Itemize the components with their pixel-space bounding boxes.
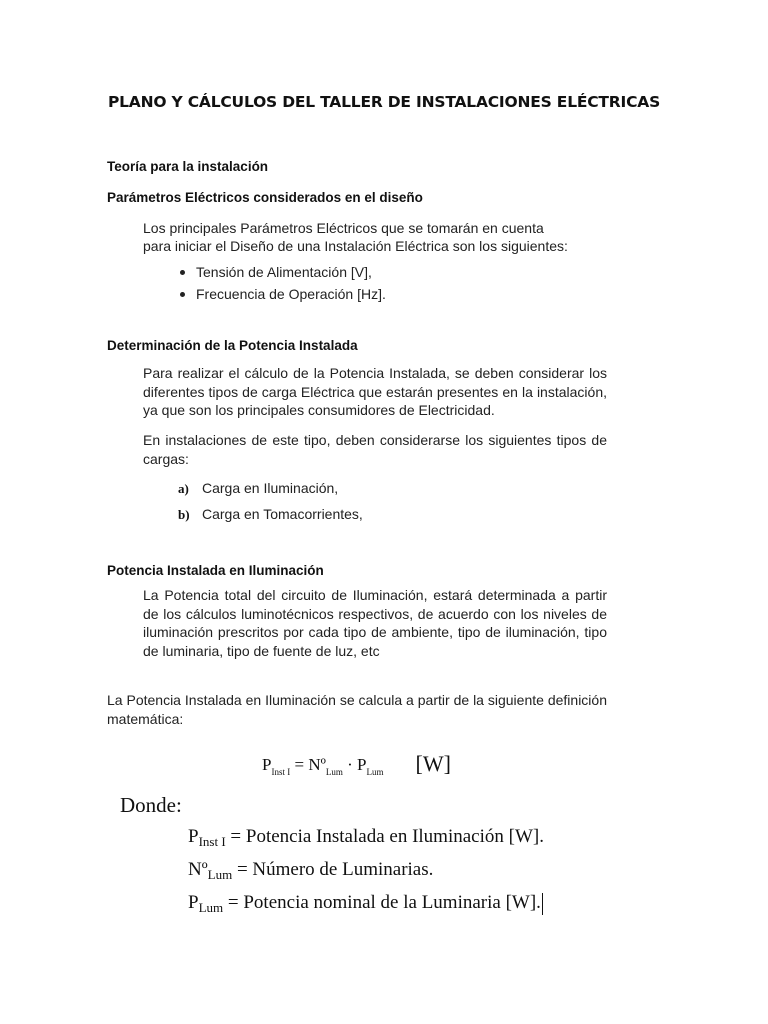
formula-equals: =: [290, 755, 309, 774]
paragraph-iluminacion-2: La Potencia Instalada en Iluminación se calcula a partir de la siguiente definición matemática:: [107, 692, 607, 727]
paragraph-potencia-2: En instalaciones de este tipo, deben considerarse los siguientes tipos de cargas:: [143, 432, 607, 467]
definition-row: [188, 892, 543, 915]
bullet-item: [196, 286, 386, 302]
list-label-a: a): [178, 481, 189, 496]
formula-p: P: [262, 755, 272, 774]
definition-subscript: Lum: [198, 900, 224, 915]
definition-row: [188, 859, 433, 881]
definition-subscript: Lum: [207, 867, 233, 882]
heading-iluminacion: Potencia Instalada en Iluminación: [107, 563, 324, 578]
bullet-item: [196, 264, 372, 280]
heading-parametros: Parámetros Eléctricos considerados en el diseño: [107, 190, 423, 205]
definition-symbol: P: [188, 892, 199, 913]
formula-dot: ·: [342, 755, 358, 774]
definition-text: = Número de Luminarias.: [232, 859, 434, 880]
definition-text: = Potencia Instalada en Iluminación [W].: [225, 826, 544, 847]
definition-subscript: Inst I: [198, 834, 226, 849]
list-item-text-b: Carga en Tomacorrientes,: [202, 506, 363, 522]
formula-no: Nº: [308, 755, 326, 774]
formula-p-sub: Inst I: [271, 767, 291, 777]
list-item-text-a: Carga en Iluminación,: [202, 480, 339, 496]
bullet-item-text: Frecuencia de Operación [Hz].: [196, 286, 386, 302]
power-formula: [262, 750, 451, 776]
paragraph-parametros-line2: para iniciar el Diseño de una Instalación Eléctrica son los siguientes:: [143, 238, 568, 254]
definition-text: = Potencia nominal de la Luminaria [W].: [223, 892, 541, 913]
heading-teoria: Teoría para la instalación: [107, 159, 269, 174]
definition-row: [188, 826, 544, 848]
heading-potencia-instalada: Determinación de la Potencia Instalada: [107, 338, 358, 353]
formula-no-sub: Lum: [325, 767, 343, 777]
formula-p2: P: [357, 755, 367, 774]
text-cursor: [542, 893, 543, 915]
definition-symbol: Nº: [188, 859, 208, 880]
paragraph-potencia-1: Para realizar el cálculo de la Potencia Instalada, se deben considerar los diferentes tipos de carga Eléctrica que estarán presentes en la instalación, ya que son los principales consumidores de Electricidad.: [143, 365, 607, 419]
list-label-b: b): [178, 507, 190, 522]
donde-label: Donde:: [120, 793, 182, 817]
document-title: PLANO Y CÁLCULOS DEL TALLER DE INSTALACIONES ELÉCTRICAS: [107, 93, 661, 111]
paragraph-iluminacion-1: La Potencia total del circuito de Iluminación, estará determinada a partir de los cálculos luminotécnicos respectivos, de acuerdo con los niveles de iluminación prescritos por cada tipo de ambiente, tipo de iluminación, tipo de luminaria, tipo de fuente de luz, etc: [143, 587, 607, 659]
bullet-dot-icon: [180, 270, 185, 275]
definition-symbol: P: [188, 826, 199, 847]
bullet-item-text: Tensión de Alimentación [V],: [196, 264, 372, 280]
formula-unit: [W]: [415, 751, 451, 776]
formula-p2-sub: Lum: [366, 767, 384, 777]
paragraph-parametros-line1: Los principales Parámetros Eléctricos que se tomarán en cuenta: [143, 220, 544, 236]
bullet-dot-icon: [180, 292, 185, 297]
